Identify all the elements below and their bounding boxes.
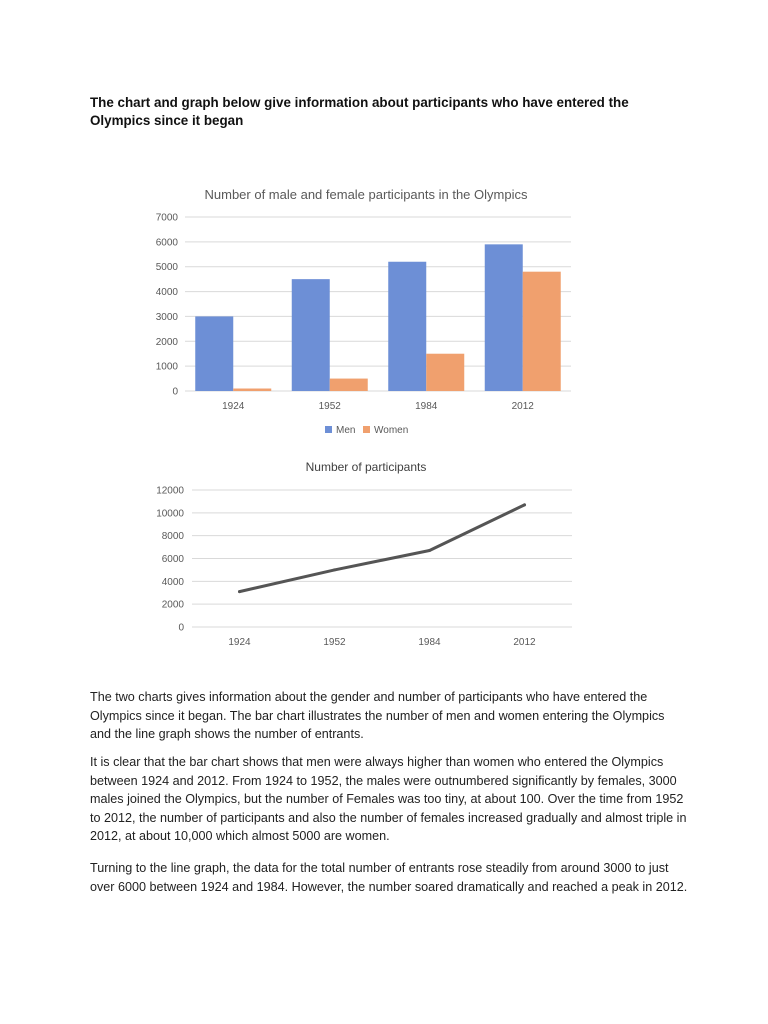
line-point-1952 (333, 568, 336, 571)
bar-chart-legend (325, 425, 408, 436)
line-chart-y-tick-label: 12000 (156, 485, 184, 497)
bar-women-2012 (523, 272, 561, 391)
bar-chart-x-ticks (222, 401, 534, 412)
bar-chart-y-tick-label: 4000 (155, 287, 178, 299)
bar-women-1924 (233, 389, 271, 391)
line-chart-y-tick-label: 8000 (161, 531, 184, 543)
line-series-participants (240, 505, 525, 592)
paragraph-bar-chart-analysis: It is clear that the bar chart shows that men were always higher than women who entered the Olympics between 1924 and 2012. From 1924 to 1952, the males were outnumbered significantly by females, 3000 males joined the Olympics, but the number of Females was too tiny, at about 100. Over the time from 1952 to 2012, the number of participants and also the number of females increased gradually and almost triple in 2012, at about 10,000 which almost 5000 are women. (90, 755, 687, 843)
line-chart-x-ticks (228, 637, 536, 648)
line-chart-x-tick-label: 2012 (513, 637, 536, 648)
line-chart-y-tick-label: 6000 (161, 554, 184, 565)
line-chart-title: Number of participants (305, 460, 427, 474)
bar-chart-y-tick-label: 7000 (155, 212, 178, 224)
line-chart-y-tick-label: 4000 (161, 576, 184, 588)
line-chart-y-tick-label: 10000 (156, 508, 184, 520)
legend-women-label: Women (374, 425, 409, 436)
bar-chart-y-ticks (156, 213, 179, 398)
legend-men-label: Men (336, 425, 356, 436)
paragraph-introduction: The two charts gives information about the gender and number of participants who have entered the Olympics since it began. The bar chart illustrates the number of men and women entering the Olympics and the line graph shows the number of entrants. (90, 690, 665, 741)
bar-chart-y-tick-label: 1000 (155, 361, 178, 373)
bar-chart-x-tick-label: 2012 (511, 401, 534, 412)
bar-chart-title: Number of male and female participants in the Olympics (204, 187, 528, 202)
line-chart-x-tick-label: 1924 (228, 637, 251, 648)
bar-chart-y-tick-label: 0 (172, 386, 178, 398)
bar-chart-y-tick-label: 3000 (155, 311, 178, 323)
paragraph-line-graph-analysis: Turning to the line graph, the data for the total number of entrants rose steadily from around 3000 to just over 6000 between 1924 and 1984. However, the number soared dramatically and reached a peak in 2012. (90, 861, 688, 894)
bar-men-2012 (485, 244, 523, 391)
bar-men-1952 (292, 279, 330, 391)
bar-chart-participants-by-gender (0, 170, 768, 445)
line-point-1984 (428, 549, 431, 552)
bar-chart-y-tick-label: 2000 (155, 336, 178, 348)
bar-men-1984 (388, 262, 426, 391)
bar-chart-x-tick-label: 1952 (318, 401, 341, 412)
bar-men-1924 (195, 316, 233, 391)
line-chart-y-tick-label: 0 (178, 622, 184, 634)
bar-women-1984 (426, 354, 464, 391)
bar-chart-y-tick-label: 6000 (155, 237, 178, 249)
bar-women-1952 (330, 379, 368, 391)
line-point-2012 (523, 503, 526, 506)
line-chart-series (238, 503, 526, 593)
line-chart-y-tick-label: 2000 (161, 599, 184, 611)
document-heading: The chart and graph below give information about participants who have entered the Olympics since it began (90, 95, 629, 128)
legend-men-swatch (325, 426, 332, 433)
line-chart-number-of-participants (0, 450, 768, 655)
line-point-1924 (238, 590, 241, 593)
bar-chart-y-tick-label: 5000 (155, 262, 178, 274)
line-chart-x-tick-label: 1984 (418, 637, 441, 648)
line-chart-y-ticks (156, 486, 184, 634)
bar-chart-x-tick-label: 1924 (222, 401, 245, 412)
bar-chart-x-tick-label: 1984 (415, 401, 438, 412)
line-chart-x-tick-label: 1952 (323, 637, 346, 648)
legend-women-swatch (363, 426, 370, 433)
